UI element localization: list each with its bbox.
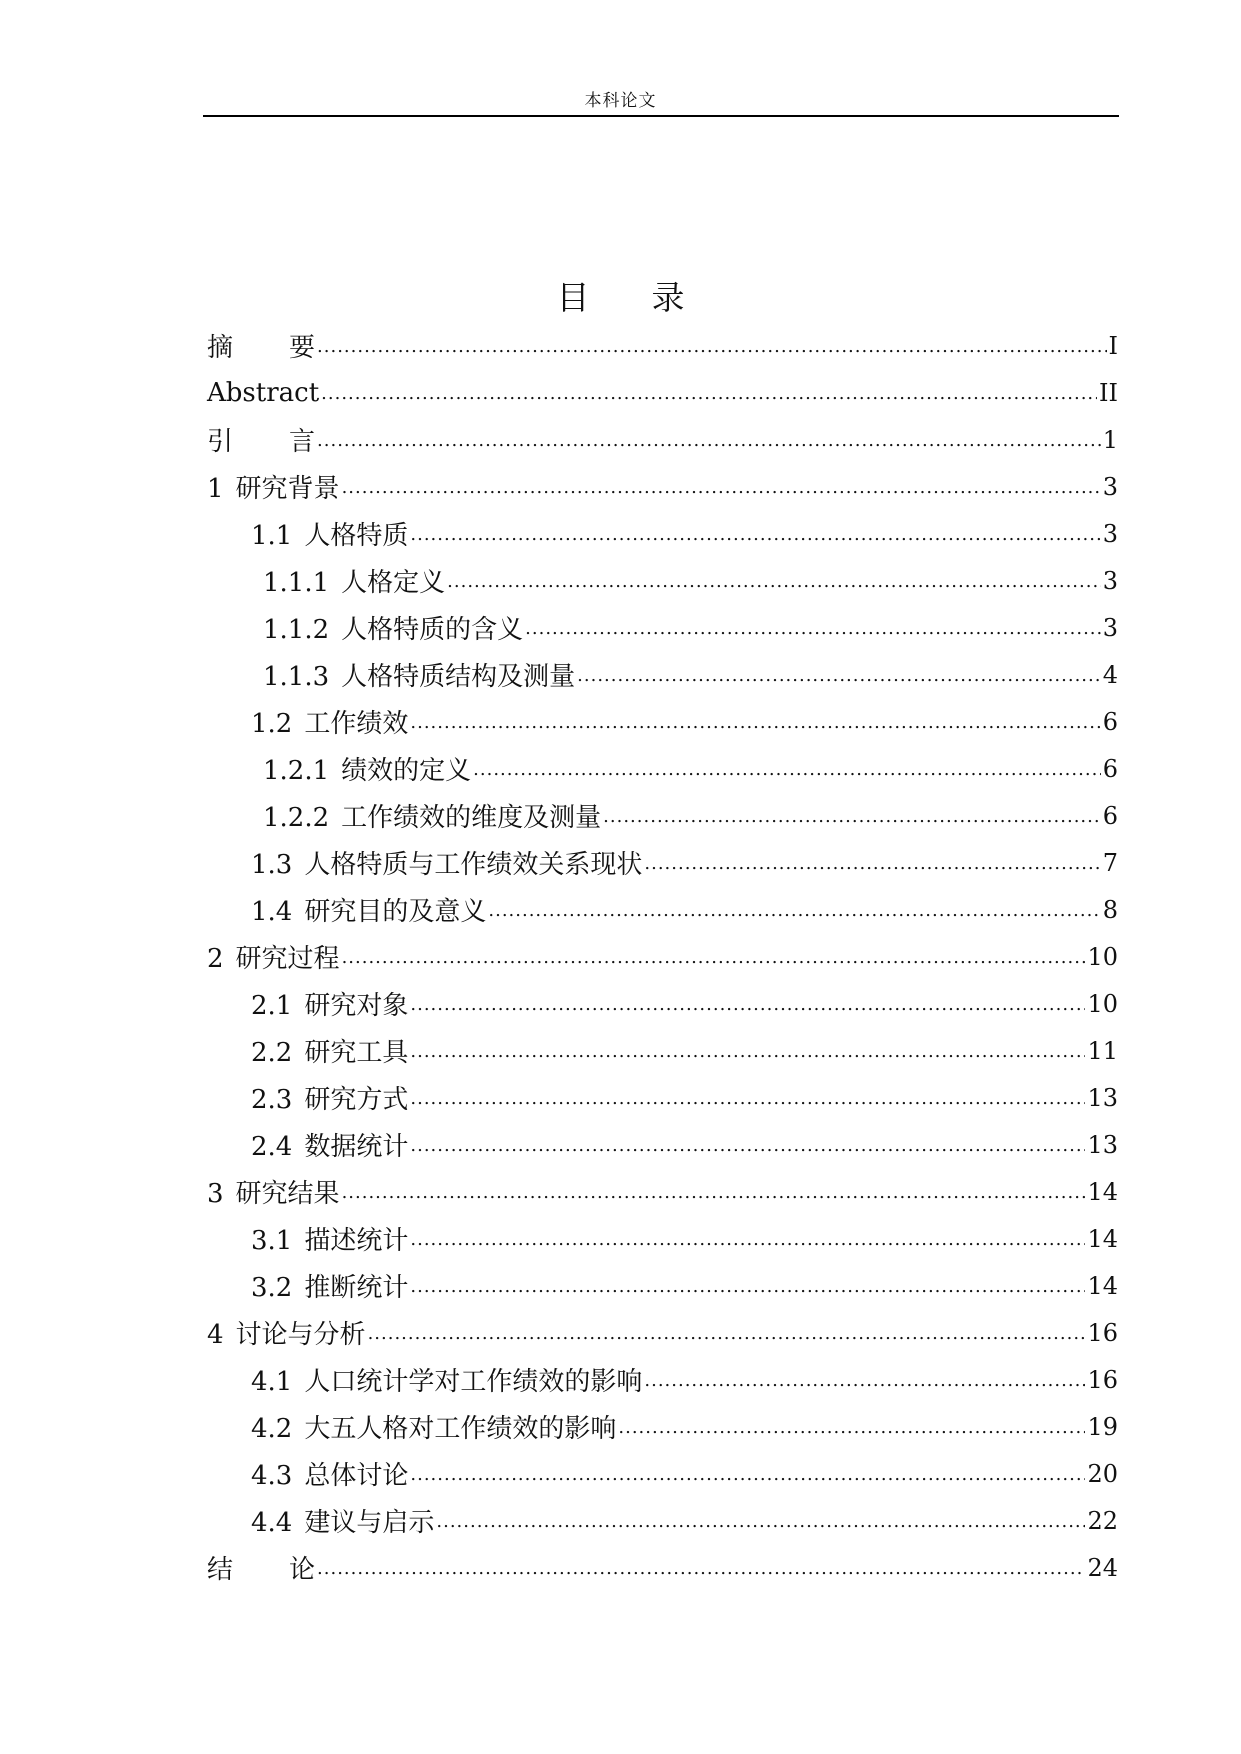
- toc-entry[interactable]: [207, 1497, 1118, 1544]
- toc-entry-title: 研究工具: [304, 1038, 409, 1068]
- toc-entry-number: 1.1: [251, 521, 293, 551]
- toc-entry[interactable]: [207, 839, 1118, 886]
- toc-entry-label: [207, 468, 340, 505]
- toc-entry-label: [207, 378, 319, 408]
- toc-entry[interactable]: [207, 1309, 1118, 1356]
- toc-entry-label: [263, 797, 601, 834]
- toc-entry-label: [251, 844, 642, 881]
- toc-entry[interactable]: [207, 1450, 1118, 1497]
- toc-entry-label: [251, 1455, 408, 1492]
- dot-leader: [644, 848, 1100, 878]
- toc-entry-label: [207, 1549, 315, 1586]
- toc-entry-title: 研究对象: [304, 991, 409, 1021]
- toc-entry-title: 总体讨论: [304, 1461, 409, 1491]
- dot-leader: [342, 472, 1101, 502]
- toc-entry-page: 24: [1087, 1553, 1118, 1582]
- toc-entry-label: [251, 1361, 642, 1398]
- dot-leader: [342, 942, 1086, 972]
- toc-entry[interactable]: [207, 1356, 1118, 1403]
- toc-entry-page: 11: [1087, 1036, 1118, 1065]
- toc-entry-number: 4.2: [251, 1414, 293, 1444]
- toc-entry-number: 2.1: [251, 991, 293, 1021]
- header-rule: [203, 115, 1119, 117]
- dot-leader: [603, 801, 1101, 831]
- dot-leader: [473, 754, 1101, 784]
- toc-entry-title: 研究背景: [235, 474, 340, 504]
- toc-entry-title: 研究过程: [235, 944, 340, 974]
- dot-leader: [410, 1224, 1085, 1254]
- toc-entry-page: I: [1108, 331, 1118, 360]
- toc-entry-label: [207, 421, 315, 458]
- toc-entry-label: [263, 562, 445, 599]
- toc-entry-number: 1.2.2: [263, 803, 330, 833]
- toc-entry-title: 人格特质与工作绩效关系现状: [304, 850, 643, 880]
- toc-entry-title: 工作绩效的维度及测量: [341, 803, 602, 833]
- toc-entry-number: 3.1: [251, 1226, 293, 1256]
- toc-entry-char: 要: [289, 333, 316, 363]
- toc-entry-number: 1.2: [251, 709, 293, 739]
- toc-entry-number: 1.3: [251, 850, 293, 880]
- dot-leader: [410, 1459, 1085, 1489]
- toc-entry-title: 人格特质的含义: [341, 615, 524, 645]
- toc-entry-page: 8: [1102, 895, 1118, 924]
- toc-entry-char: 言: [289, 427, 316, 457]
- dot-leader: [577, 660, 1101, 690]
- toc-entry-title: 讨论与分析: [235, 1320, 366, 1350]
- toc-entry-page: 3: [1102, 519, 1118, 548]
- toc-entry-page: 13: [1087, 1130, 1118, 1159]
- toc-entry-label: [207, 327, 315, 364]
- toc-entry-number: 4.3: [251, 1461, 293, 1491]
- toc-entry[interactable]: [207, 1262, 1118, 1309]
- toc-entry-label: [251, 891, 486, 928]
- toc-entry-page: 6: [1102, 801, 1118, 830]
- toc-entry-label: [251, 1267, 408, 1304]
- toc-entry[interactable]: [207, 463, 1118, 510]
- dot-leader: [436, 1506, 1085, 1536]
- toc-entry-title: 工作绩效: [304, 709, 409, 739]
- toc-entry-char: 引: [207, 427, 234, 457]
- toc-entry-number: 3.2: [251, 1273, 293, 1303]
- toc-entry-number: 2: [207, 944, 224, 974]
- dot-leader: [410, 1036, 1085, 1066]
- toc-entry-page: 3: [1102, 613, 1118, 642]
- toc-entry-char: 摘: [207, 333, 234, 363]
- toc-entry[interactable]: [207, 1544, 1118, 1591]
- dot-leader: [410, 519, 1100, 549]
- toc-entry-number: 2.2: [251, 1038, 293, 1068]
- toc-entry-title: 推断统计: [304, 1273, 409, 1303]
- toc-entry-label: [251, 1079, 408, 1116]
- dot-leader: [321, 378, 1097, 408]
- toc-entry-page: 14: [1087, 1177, 1118, 1206]
- toc-entry-char: 结: [207, 1555, 234, 1585]
- toc-entry[interactable]: [207, 416, 1118, 463]
- toc-title-char-1: 目: [556, 278, 590, 317]
- dot-leader: [447, 566, 1101, 596]
- toc-entry-number: 4.1: [251, 1367, 293, 1397]
- toc-entry-page: 16: [1087, 1318, 1118, 1347]
- dot-leader: [317, 1553, 1085, 1583]
- toc-entry-page: 10: [1087, 942, 1118, 971]
- running-header: 本科论文: [584, 91, 657, 111]
- dot-leader: [410, 1083, 1085, 1113]
- toc-entry[interactable]: [207, 1403, 1118, 1450]
- toc-entry-page: 1: [1102, 425, 1118, 454]
- toc-entry-page: 16: [1087, 1365, 1118, 1394]
- toc-entry-number: 1.1.1: [263, 568, 330, 598]
- dot-leader: [525, 613, 1101, 643]
- toc-entry[interactable]: [207, 604, 1118, 651]
- toc-entry-title: Abstract: [207, 377, 320, 408]
- toc-entry-title: 人格定义: [341, 568, 446, 598]
- dot-leader: [410, 989, 1085, 1019]
- dot-leader: [317, 425, 1101, 455]
- toc-entry[interactable]: [207, 886, 1118, 933]
- toc-entry[interactable]: [207, 1121, 1118, 1168]
- toc-entry-title: 人格特质结构及测量: [341, 662, 576, 692]
- toc-entry-number: 1.4: [251, 897, 293, 927]
- toc-entry[interactable]: [207, 557, 1118, 604]
- toc-entry-page: 3: [1102, 566, 1118, 595]
- dot-leader: [410, 1271, 1085, 1301]
- toc-entry[interactable]: [207, 1215, 1118, 1262]
- toc-entry-page: 4: [1102, 660, 1118, 689]
- toc-entry-title: 大五人格对工作绩效的影响: [304, 1414, 617, 1444]
- toc-entry-page: 3: [1102, 472, 1118, 501]
- toc-entry-page: 6: [1102, 754, 1118, 783]
- toc-entry[interactable]: [207, 322, 1118, 369]
- toc-entry-title: 人口统计学对工作绩效的影响: [304, 1367, 643, 1397]
- toc-entry[interactable]: [207, 980, 1118, 1027]
- toc-entry-number: 3: [207, 1179, 224, 1209]
- toc-entry-label: [263, 656, 575, 693]
- toc-entry-title: 绩效的定义: [341, 756, 472, 786]
- toc-entry[interactable]: [207, 651, 1118, 698]
- toc-entry-number: 2.4: [251, 1132, 293, 1162]
- toc-title: [0, 272, 1241, 319]
- toc-entry-page: 13: [1087, 1083, 1118, 1112]
- toc-entry-title: 研究结果: [235, 1179, 340, 1209]
- toc-entry-char: 论: [289, 1555, 316, 1585]
- table-of-contents: [207, 322, 1118, 1591]
- toc-entry[interactable]: [207, 698, 1118, 745]
- dot-leader: [618, 1412, 1085, 1442]
- toc-entry-number: 1.1.2: [263, 615, 330, 645]
- toc-entry-label: [263, 609, 523, 646]
- toc-entry-number: 4: [207, 1320, 224, 1350]
- dot-leader: [368, 1318, 1086, 1348]
- toc-entry[interactable]: [207, 369, 1118, 416]
- dot-leader: [317, 331, 1106, 361]
- toc-entry-page: II: [1099, 378, 1118, 407]
- toc-entry-page: 6: [1102, 707, 1118, 736]
- toc-entry-number: 1.1.3: [263, 662, 330, 692]
- dot-leader: [644, 1365, 1085, 1395]
- toc-entry[interactable]: [207, 933, 1118, 980]
- toc-entry[interactable]: [207, 1168, 1118, 1215]
- toc-entry-label: [251, 515, 408, 552]
- toc-entry[interactable]: [207, 745, 1118, 792]
- toc-entry-label: [251, 985, 408, 1022]
- dot-leader: [488, 895, 1100, 925]
- toc-entry-page: 10: [1087, 989, 1118, 1018]
- dot-leader: [410, 1130, 1085, 1160]
- toc-entry-label: [251, 1220, 408, 1257]
- toc-entry-label: [251, 1032, 408, 1069]
- toc-entry-label: [251, 1408, 616, 1445]
- toc-entry-number: 4.4: [251, 1508, 293, 1538]
- toc-entry-title: 人格特质: [304, 521, 409, 551]
- toc-entry-title: 研究方式: [304, 1085, 409, 1115]
- toc-entry-page: 20: [1087, 1459, 1118, 1488]
- toc-entry-title: 描述统计: [304, 1226, 409, 1256]
- toc-entry-label: [207, 1173, 340, 1210]
- toc-entry-page: 22: [1087, 1506, 1118, 1535]
- toc-entry-label: [251, 1126, 408, 1163]
- toc-entry-label: [207, 938, 340, 975]
- toc-title-char-2: 录: [651, 278, 685, 317]
- toc-entry-title: 建议与启示: [304, 1508, 435, 1538]
- toc-entry[interactable]: [207, 792, 1118, 839]
- toc-entry-label: [207, 1314, 366, 1351]
- toc-entry-page: 14: [1087, 1271, 1118, 1300]
- toc-entry[interactable]: [207, 1027, 1118, 1074]
- toc-entry-number: 1.2.1: [263, 756, 330, 786]
- toc-entry-title: 研究目的及意义: [304, 897, 487, 927]
- toc-entry-number: 2.3: [251, 1085, 293, 1115]
- toc-entry[interactable]: [207, 1074, 1118, 1121]
- toc-entry[interactable]: [207, 510, 1118, 557]
- toc-entry-number: 1: [207, 474, 224, 504]
- toc-entry-page: 14: [1087, 1224, 1118, 1253]
- toc-entry-page: 7: [1102, 848, 1118, 877]
- toc-entry-label: [263, 750, 471, 787]
- dot-leader: [410, 707, 1100, 737]
- toc-entry-page: 19: [1087, 1412, 1118, 1441]
- toc-entry-label: [251, 1502, 434, 1539]
- dot-leader: [342, 1177, 1086, 1207]
- toc-entry-label: [251, 703, 408, 740]
- toc-entry-title: 数据统计: [304, 1132, 409, 1162]
